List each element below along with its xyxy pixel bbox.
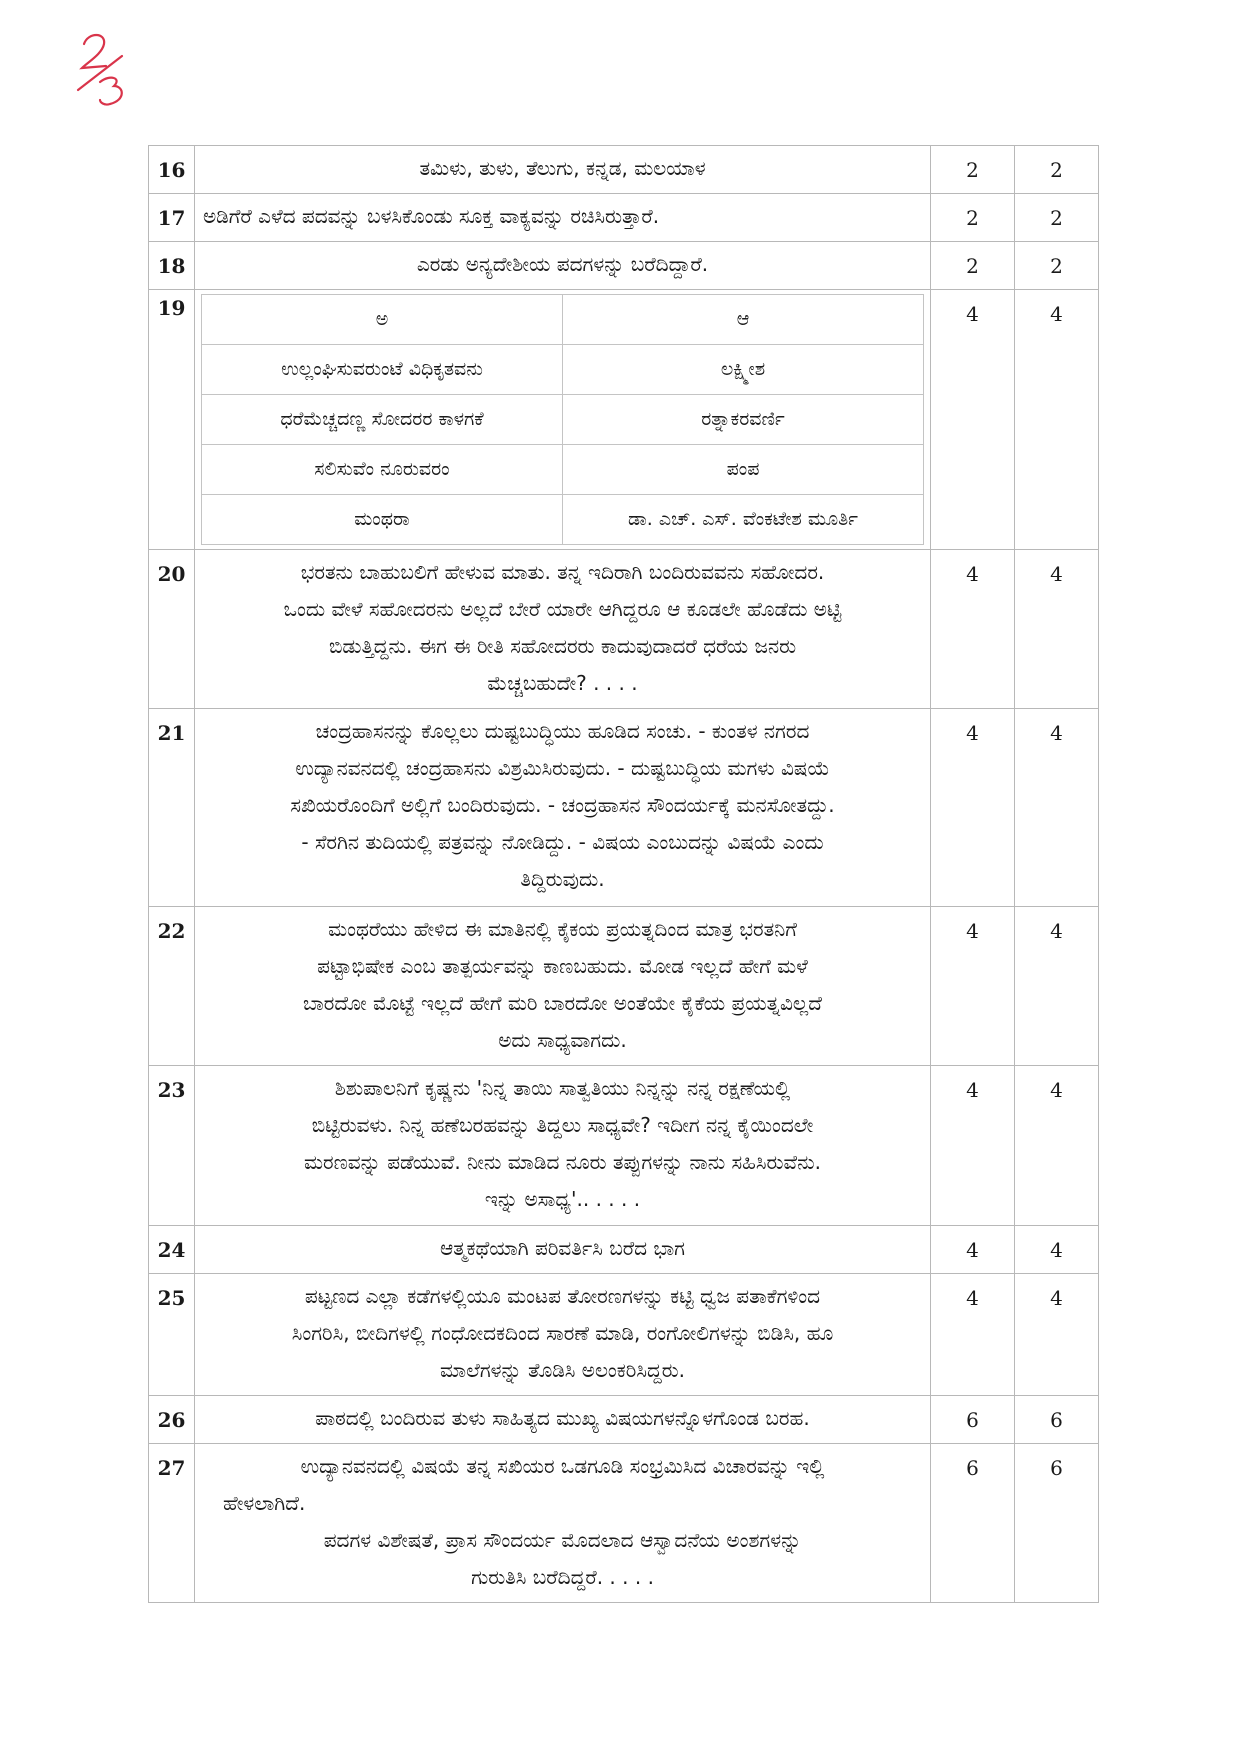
table-row (149, 1444, 1099, 1603)
marks-column-2: 2 (1015, 146, 1099, 194)
answer-text: ಪಾಠದಲ್ಲಿ ಬಂದಿರುವ ತುಳು ಸಾಹಿತ್ಯದ ಮುಖ್ಯ ವಿಷಯಗಳನ್ನೊಳಗೊಂಡ ಬರಹ. (195, 1396, 931, 1444)
match-right: ಪಂಪ (563, 445, 924, 495)
marks-column-1: 2 (931, 242, 1015, 290)
answer-text: ಚಂದ್ರಹಾಸನನ್ನು ಕೊಲ್ಲಲು ದುಷ್ಟಬುದ್ಧಿಯು ಹೂಡಿದ ಸಂಚು. - ಕುಂತಳ ನಗರದ ಉದ್ಯಾನವನದಲ್ಲಿ ಚಂದ್ರಹಾಸನು ವಿಶ್ರಮಿಸಿರುವುದು. - ದುಷ್ಟಬುದ್ಧಿಯ ಮಗಳು ವಿಷಯೆ ಸಖಿಯರೊಂದಿಗೆ ಅಲ್ಲಿಗೆ ಬಂದಿರುವುದು. - ಚಂದ್ರಹಾಸನ ಸೌಂದರ್ಯಕ್ಕೆ ಮನಸೋತದ್ದು. - ಸೆರಗಿನ ತುದಿಯಲ್ಲಿ ಪತ್ರವನ್ನು ನೋಡಿದ್ದು. - ವಿಷಯ ಎಂಬುದನ್ನು ವಿಷಯೆ ಎಂದು ತಿದ್ದಿರುವುದು. (195, 709, 931, 907)
marks-column-2: 2 (1015, 194, 1099, 242)
marks-column-2: 4 (1015, 290, 1099, 550)
table-row (149, 1066, 1099, 1226)
marks-column-1: 4 (931, 1066, 1015, 1226)
table-row (149, 146, 1099, 194)
table-row (149, 1274, 1099, 1396)
answer-text: ಆತ್ಮಕಥೆಯಾಗಿ ಪರಿವರ್ತಿಸಿ ಬರೆದ ಭಾಗ (195, 1226, 931, 1274)
answer-text: ತಮಿಳು, ತುಳು, ತೆಲುಗು, ಕನ್ನಡ, ಮಲಯಾಳ (195, 146, 931, 194)
match-row (202, 395, 924, 445)
table-row (149, 1226, 1099, 1274)
answer-text: ಭರತನು ಬಾಹುಬಲಿಗೆ ಹೇಳುವ ಮಾತು. ತನ್ನ ಇದಿರಾಗಿ ಬಂದಿರುವವನು ಸಹೋದರ. ಒಂದು ವೇಳೆ ಸಹೋದರನು ಅಲ್ಲದೆ ಬೇರೆ ಯಾರೇ ಆಗಿದ್ದರೂ ಆ ಕೂಡಲೇ ಹೊಡೆದು ಅಟ್ಟಿ ಬಿಡುತ್ತಿದ್ದನು. ಈಗ ಈ ರೀತಿ ಸಹೋದರರು ಕಾದುವುದಾದರೆ ಧರೆಯ ಜನರು ಮೆಚ್ಚಬಹುದೇ? . . . . (195, 550, 931, 709)
question-number: 21 (149, 709, 195, 907)
match-right: ಲಕ್ಷ್ಮೀಶ (563, 345, 924, 395)
answer-text: ಎರಡು ಅನ್ಯದೇಶೀಯ ಪದಗಳನ್ನು ಬರೆದಿದ್ದಾರೆ. (195, 242, 931, 290)
marks-column-2: 2 (1015, 242, 1099, 290)
match-right: ಡಾ. ಎಚ್. ಎಸ್. ವೆಂಕಟೇಶ ಮೂರ್ತಿ (563, 495, 924, 545)
match-row (202, 495, 924, 545)
question-number: 16 (149, 146, 195, 194)
match-table-cell (195, 290, 931, 550)
table-row (149, 907, 1099, 1066)
marks-column-1: 6 (931, 1396, 1015, 1444)
marks-column-2: 6 (1015, 1396, 1099, 1444)
marks-column-1: 4 (931, 907, 1015, 1066)
handwritten-page-mark (70, 28, 150, 118)
marks-column-1: 4 (931, 1274, 1015, 1396)
marks-column-1: 6 (931, 1444, 1015, 1603)
table-row (149, 1396, 1099, 1444)
marks-column-1: 2 (931, 146, 1015, 194)
marks-column-2: 4 (1015, 907, 1099, 1066)
marks-column-2: 4 (1015, 550, 1099, 709)
answer-key-table (148, 145, 1099, 1603)
answer-text: ಅಡಿಗೆರೆ ಎಳೆದ ಪದವನ್ನು ಬಳಸಿಕೊಂಡು ಸೂಕ್ತ ವಾಕ್ಯವನ್ನು ರಚಿಸಿರುತ್ತಾರೆ. (195, 194, 931, 242)
match-row (202, 445, 924, 495)
marks-column-2: 4 (1015, 1066, 1099, 1226)
table-row (149, 709, 1099, 907)
question-number: 25 (149, 1274, 195, 1396)
handwritten-fraction-2-3 (70, 28, 150, 118)
question-number: 17 (149, 194, 195, 242)
question-number: 20 (149, 550, 195, 709)
question-number: 23 (149, 1066, 195, 1226)
answer-text: ಪಟ್ಟಣದ ಎಲ್ಲಾ ಕಡೆಗಳಲ್ಲಿಯೂ ಮಂಟಪ ತೋರಣಗಳನ್ನು ಕಟ್ಟಿ ಧ್ವಜ ಪತಾಕೆಗಳಿಂದ ಸಿಂಗರಿಸಿ, ಬೀದಿಗಳಲ್ಲಿ ಗಂಧೋದಕದಿಂದ ಸಾರಣೆ ಮಾಡಿ, ರಂಗೋಲಿಗಳನ್ನು ಬಿಡಿಸಿ, ಹೂ ಮಾಲೆಗಳನ್ನು ತೊಡಿಸಿ ಅಲಂಕರಿಸಿದ್ದರು. (195, 1274, 931, 1396)
match-header-row (202, 295, 924, 345)
marks-column-1: 4 (931, 290, 1015, 550)
question-number: 19 (149, 290, 195, 550)
question-number: 27 (149, 1444, 195, 1603)
table-row (149, 550, 1099, 709)
marks-column-1: 4 (931, 550, 1015, 709)
marks-column-1: 4 (931, 1226, 1015, 1274)
answer-text: ಮಂಥರೆಯು ಹೇಳಿದ ಈ ಮಾತಿನಲ್ಲಿ ಕೈಕಯ ಪ್ರಯತ್ನದಿಂದ ಮಾತ್ರ ಭರತನಿಗೆ ಪಟ್ಟಾಭಿಷೇಕ ಎಂಬ ತಾತ್ಪರ್ಯವನ್ನು ಕಾಣಬಹುದು. ಮೋಡ ಇಲ್ಲದೆ ಹೇಗೆ ಮಳೆ ಬಾರದೋ ಮೊಟ್ಟೆ ಇಲ್ಲದೆ ಹೇಗೆ ಮರಿ ಬಾರದೋ ಅಂತೆಯೇ ಕೈಕೆಯ ಪ್ರಯತ್ನವಿಲ್ಲದೆ ಅದು ಸಾಧ್ಯವಾಗದು. (195, 907, 931, 1066)
answer-text: ಉದ್ಯಾನವನದಲ್ಲಿ ವಿಷಯೆ ತನ್ನ ಸಖಿಯರ ಒಡಗೂಡಿ ಸಂಭ್ರಮಿಸಿದ ವಿಚಾರವನ್ನು ಇಲ್ಲಿ ಹೇಳಲಾಗಿದೆ. ಪದಗಳ ವಿಶೇಷತೆ, ಪ್ರಾಸ ಸೌಂದರ್ಯ ಮೊದಲಾದ ಆಸ್ವಾದನೆಯ ಅಂಶಗಳನ್ನು ಗುರುತಿಸಿ ಬರೆದಿದ್ದರೆ. . . . . (195, 1444, 931, 1603)
marks-column-1: 2 (931, 194, 1015, 242)
question-number: 18 (149, 242, 195, 290)
marks-column-2: 4 (1015, 1226, 1099, 1274)
question-number: 26 (149, 1396, 195, 1444)
match-left: ಸಲಿಸುವೆಂ ನೂರುವರಂ (202, 445, 563, 495)
match-the-following-table (201, 294, 924, 545)
marks-column-2: 6 (1015, 1444, 1099, 1603)
marks-column-2: 4 (1015, 1274, 1099, 1396)
column-a-header: ಅ (202, 295, 563, 345)
table-row-19 (149, 290, 1099, 550)
question-number: 24 (149, 1226, 195, 1274)
marks-column-1: 4 (931, 709, 1015, 907)
marks-column-2: 4 (1015, 709, 1099, 907)
answer-text: ಶಿಶುಪಾಲನಿಗೆ ಕೃಷ್ಣನು 'ನಿನ್ನ ತಾಯಿ ಸಾತ್ವತಿಯು ನಿನ್ನನ್ನು ನನ್ನ ರಕ್ಷಣೆಯಲ್ಲಿ ಬಿಟ್ಟಿರುವಳು. ನಿನ್ನ ಹಣೆಬರಹವನ್ನು ತಿದ್ದಲು ಸಾಧ್ಯವೇ? ಇದೀಗ ನನ್ನ ಕೈಯಿಂದಲೇ ಮರಣವನ್ನು ಪಡೆಯುವೆ. ನೀನು ಮಾಡಿದ ನೂರು ತಪ್ಪುಗಳನ್ನು ನಾನು ಸಹಿಸಿರುವೆನು. ಇನ್ನು ಅಸಾಧ್ಯ'.. . . . . (195, 1066, 931, 1226)
table-row (149, 194, 1099, 242)
column-b-header: ಆ (563, 295, 924, 345)
match-right: ರತ್ನಾಕರವರ್ಣಿ (563, 395, 924, 445)
question-number: 22 (149, 907, 195, 1066)
match-left: ಮಂಥರಾ (202, 495, 563, 545)
table-row (149, 242, 1099, 290)
match-left: ಉಲ್ಲಂಘಿಸುವರುಂಟೆ ವಿಧಿಕೃತವನು (202, 345, 563, 395)
match-row (202, 345, 924, 395)
match-left: ಧರೆಮೆಚ್ಚದಣ್ಣ ಸೋದರರ ಕಾಳಗಕೆ (202, 395, 563, 445)
